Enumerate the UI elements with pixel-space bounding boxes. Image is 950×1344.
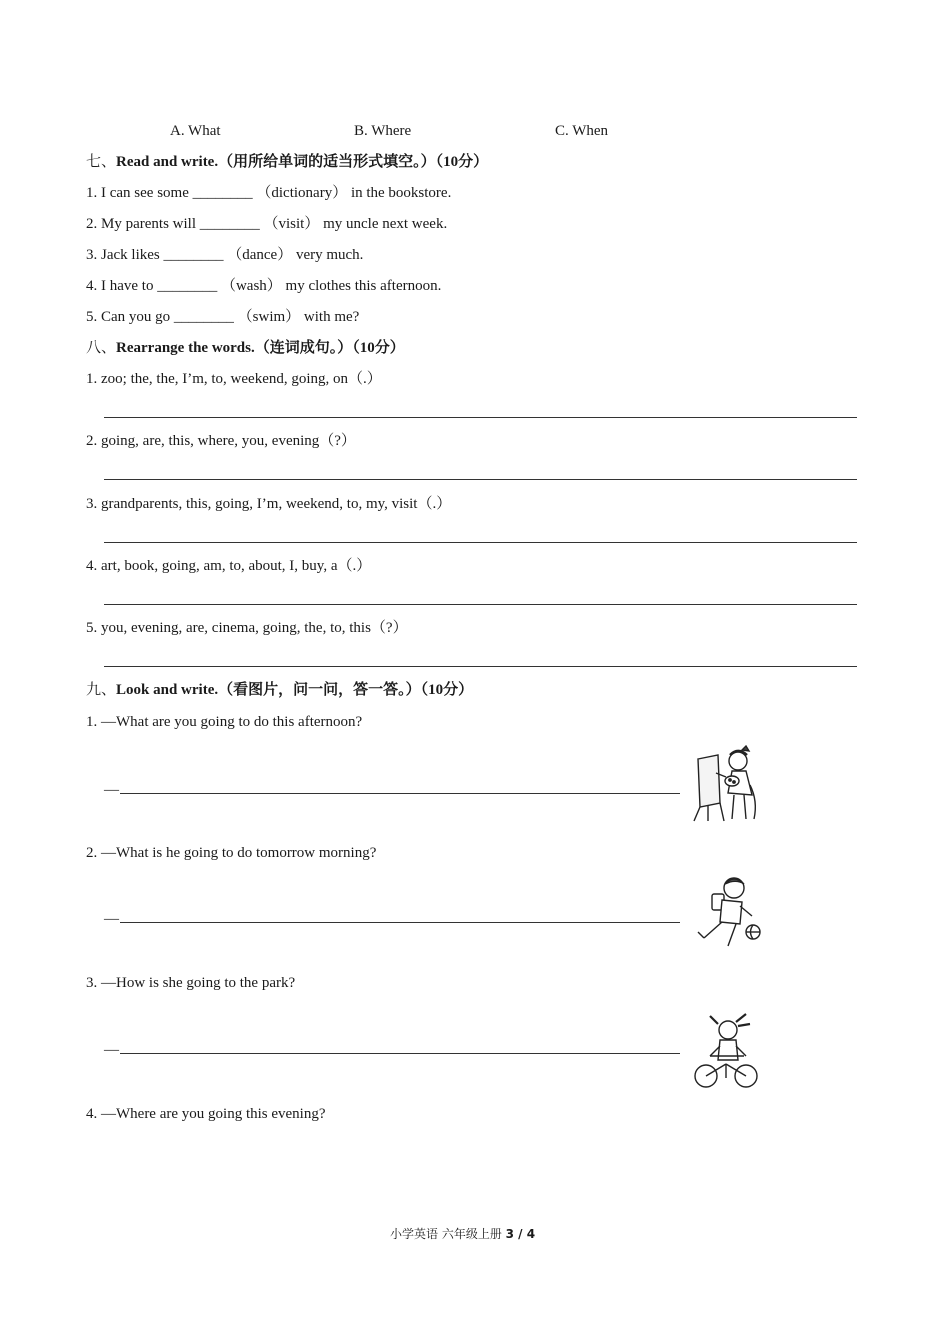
- answer-line-q1[interactable]: [120, 793, 680, 794]
- section7-title-en: Read and write.: [116, 154, 219, 170]
- section8-item-4: 4. art, book, going, am, to, about, I, buy, a（.）: [86, 558, 372, 574]
- section8-number: 八、: [86, 340, 117, 356]
- section9-number: 九、: [86, 682, 117, 698]
- section8-item-2: 2. going, are, this, where, you, evening（?）: [86, 433, 356, 449]
- girl-painting-picture: [690, 745, 766, 823]
- section9-title-cn: （看图片，问一问，答一答。）（10分）: [218, 682, 474, 698]
- section9-title-en: Look and write.: [116, 682, 219, 698]
- section9-question-2: 2. —What is he going to do tomorrow morning?: [86, 845, 377, 861]
- section7-title: [86, 152, 488, 172]
- section9-question-1: 1. —What are you going to do this afternoon?: [86, 714, 363, 730]
- section8-item-3: 3. grandparents, this, going, I’m, weekend, to, my, visit（.）: [86, 496, 452, 512]
- answer-line-2[interactable]: [104, 479, 857, 480]
- section9-question-4: 4. —Where are you going this evening?: [86, 1106, 326, 1122]
- option-b: B. Where: [354, 123, 412, 139]
- answer-line-1[interactable]: [104, 417, 857, 418]
- girl-bike-picture: [690, 1010, 764, 1092]
- answer-prefix-3: —: [104, 1042, 119, 1058]
- section7-item-1: 1. I can see some ________ （dictionary） in the bookstore.: [86, 185, 452, 201]
- section9-question-3: 3. —How is she going to the park?: [86, 975, 296, 991]
- section8-item-1: 1. zoo; the, the, I’m, to, weekend, going, on（.）: [86, 371, 382, 387]
- section7-number: 七、: [86, 154, 117, 170]
- option-c: C. When: [555, 123, 609, 139]
- answer-line-3[interactable]: [104, 542, 857, 543]
- footer-subject: 小学英语 六年级上册: [390, 1227, 502, 1241]
- answer-line-q2[interactable]: [120, 922, 680, 923]
- section8-item-5: 5. you, evening, are, cinema, going, the, to, this（?）: [86, 620, 408, 636]
- section8-title: [86, 338, 405, 358]
- section7-item-5: 5. Can you go ________ （swim） with me?: [86, 309, 360, 325]
- section7-item-4: 4. I have to ________ （wash） my clothes this afternoon.: [86, 278, 442, 294]
- section8-title-cn: （连词成句。）（10分）: [254, 340, 405, 356]
- section7-title-cn: （用所给单词的适当形式填空。）（10分）: [218, 154, 489, 170]
- page-footer: [390, 1224, 535, 1244]
- answer-line-4[interactable]: [104, 604, 857, 605]
- answer-prefix-1: —: [104, 782, 119, 798]
- answer-line-q3[interactable]: [120, 1053, 680, 1054]
- section8-title-en: Rearrange the words.: [116, 340, 255, 356]
- page-number: 3 / 4: [505, 1227, 536, 1241]
- section7-item-2: 2. My parents will ________ （visit） my uncle next week.: [86, 216, 448, 232]
- section9-title: [86, 680, 473, 700]
- answer-line-5[interactable]: [104, 666, 857, 667]
- section7-item-3: 3. Jack likes ________ （dance） very much.: [86, 247, 364, 263]
- boy-basketball-picture: [690, 872, 768, 950]
- answer-prefix-2: —: [104, 911, 119, 927]
- option-a: A. What: [170, 123, 221, 139]
